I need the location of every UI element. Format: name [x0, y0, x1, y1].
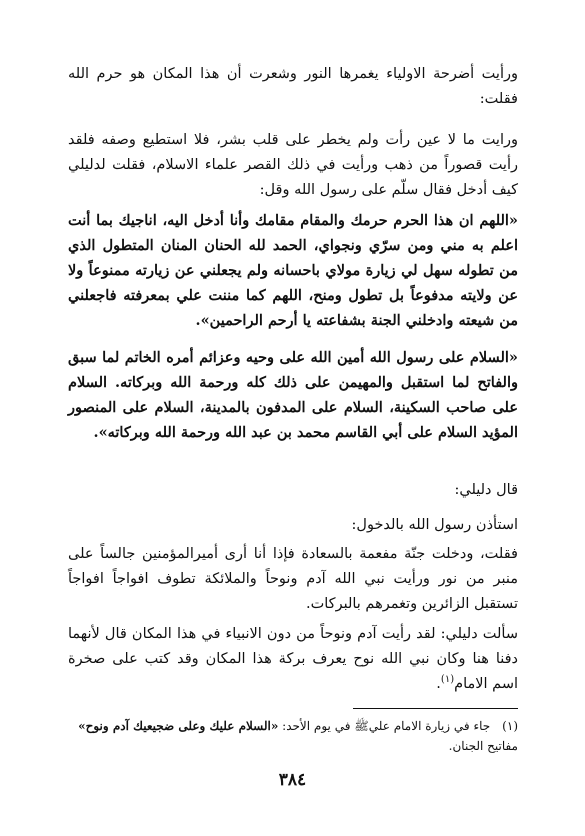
- paragraph: ورايت ما لا عين رأت ولم يخطر على قلب بشر، فلا استطيع وصفه فلقد رأيت قصوراً من ذهب ورأيت في ذلك القصر علماء الاسلام، فقلت لدليلي كيف أدخل فقال سلّم على رسول الله وقل:: [68, 132, 518, 198]
- paragraph: [68, 622, 518, 697]
- prayer-paragraph: «اللهم ان هذا الحرم حرمك والمقام مقامك وأنا أدخل اليه، اناجيك بما أنت اعلم به مني ومن سرّي ونجواي، الحمد لله الحنان المنان المتطول الذي من تطوله سهل لي زيارة مولاي باحسانه ولم يجعلني عن زيارته ممنوعاً ولا عن ولايته مدفوعاً بل تطول ومنح، اللهم كما مننت علي بمعرفته فاجعلني من شيعته وادخلني الجنة بشفاعته يا أرحم الراحمين».: [68, 212, 518, 329]
- paragraph: فقلت، ودخلت جنّة مفعمة بالسعادة فإذا أنا أرى أميرالمؤمنين جالساً على منبر من نور ورأيت نبي الله آدم ونوحاً والملائكة تطوف افواجاً افواجاً تستقبل الزائرين وتغمرهم بالبركات.: [68, 546, 518, 612]
- paragraph: قال دليلي:: [454, 482, 518, 498]
- footnote-divider: [353, 708, 518, 709]
- footnote: [68, 716, 518, 756]
- paragraph: ورأيت أضرحة الاولياء يغمرها النور وشعرت أن هذا المكان هو حرم الله فقلت:: [68, 66, 518, 107]
- footnote-quote: «السلام عليك وعلى ضجيعيك آدم ونوح»: [78, 719, 279, 733]
- salutation-paragraph: «السلام على رسول الله أمين الله على وحيه وعزائم أمره الخاتم لما سبق والفاتح لما استقبل والمهيمن على ذلك كله ورحمة الله وبركاته. السلام على صاحب السكينة، السلام على المدفون بالمدينة، السلام على المنصور المؤيد السلام على أبي القاسم محمد بن عبد الله ورحمة الله وبركاته».: [68, 349, 518, 441]
- paragraph-text: سألت دليلي: لقد رأيت آدم ونوحاً من دون الانبياء في هذا المكان قال لأنهما دفنا هنا وكان نبي الله نوح يعرف بركة هذا المكان وقد كتب على صخرة اسم الامام: [68, 626, 518, 692]
- paragraph: استأذن رسول الله بالدخول:: [351, 517, 518, 533]
- paragraph-end: .: [436, 676, 441, 692]
- footnote-text: جاء في زيارة الامام عليﷺ في يوم الأحد:: [278, 719, 491, 733]
- footnote-number: (١): [502, 719, 518, 733]
- footnote-reference: (١): [440, 674, 455, 686]
- footnote-source: مفاتيح الجنان.: [448, 739, 518, 753]
- page-number: ٣٨٤: [278, 770, 307, 790]
